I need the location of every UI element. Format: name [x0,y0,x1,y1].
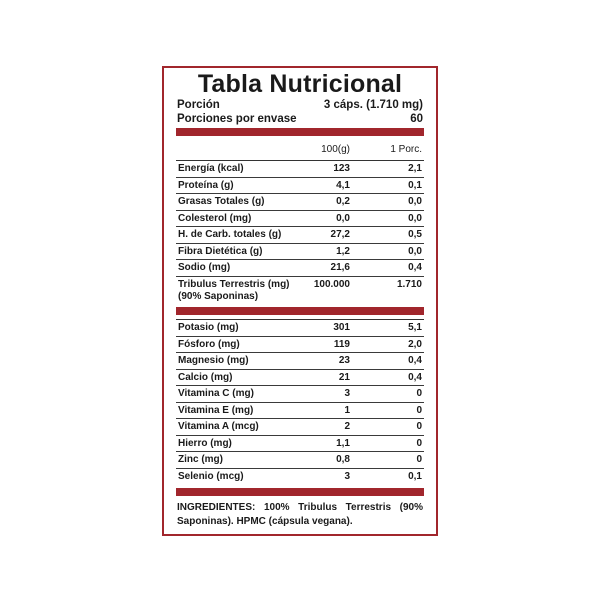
table-row: Calcio (mg) 21 0,4 [176,370,424,387]
table-row: Vitamina E (mg) 1 0 [176,403,424,420]
servings-per-container-row [176,112,424,127]
table-row: Zinc (mg) 0,8 0 [176,452,424,469]
nutrition-label [162,66,438,536]
label-title: Tabla Nutricional [197,70,403,98]
divider-bar-bottom [176,488,424,496]
divider-bar-middle [176,307,424,315]
serving-label: Porción [177,99,220,111]
column-header-per100: 100(g) [321,144,350,155]
table-row: Tribulus Terrestris (mg) (90% Saponinas) 100.000 1.710 [178,278,422,302]
serving-row [176,98,424,113]
column-header-per-serving: 1 Porc. [390,144,422,155]
divider-bar-top [176,128,424,136]
table-row: Fósforo (mg) 119 2,0 [176,337,424,354]
table-row: Vitamina A (mcg) 2 0 [176,419,424,436]
table-row: Selenio (mcg) 3 0,1 [178,470,422,482]
table-row: Magnesio (mg) 23 0,4 [176,353,424,370]
servings-per-container-value: 60 [410,113,423,125]
table-row: Vitamina C (mg) 3 0 [176,386,424,403]
table-row: H. de Carb. totales (g) 27,2 0,5 [176,227,424,244]
table-row: Potasio (mg) 301 5,1 [176,320,424,337]
nutrients-table [176,161,424,304]
table-row: Energía (kcal) 123 2,1 [176,161,424,178]
serving-value: 3 cáps. (1.710 mg) [323,99,423,111]
table-row: Fibra Dietética (g) 1,2 0,0 [176,244,424,261]
table-row: Sodio (mg) 21,6 0,4 [176,260,424,277]
minerals-table [176,320,424,485]
servings-per-container-label: Porciones por envase [177,113,297,125]
table-row: Hierro (mg) 1,1 0 [176,436,424,453]
table-row: Grasas Totales (g) 0,2 0,0 [176,194,424,211]
column-header [176,143,424,157]
table-row: Colesterol (mg) 0,0 0,0 [176,211,424,228]
table-row: Proteína (g) 4,1 0,1 [176,178,424,195]
ingredients-text: INGREDIENTES: 100% Tribulus Terrestris (90% Saponinas). HPMC (cápsula vegana). [177,502,423,527]
